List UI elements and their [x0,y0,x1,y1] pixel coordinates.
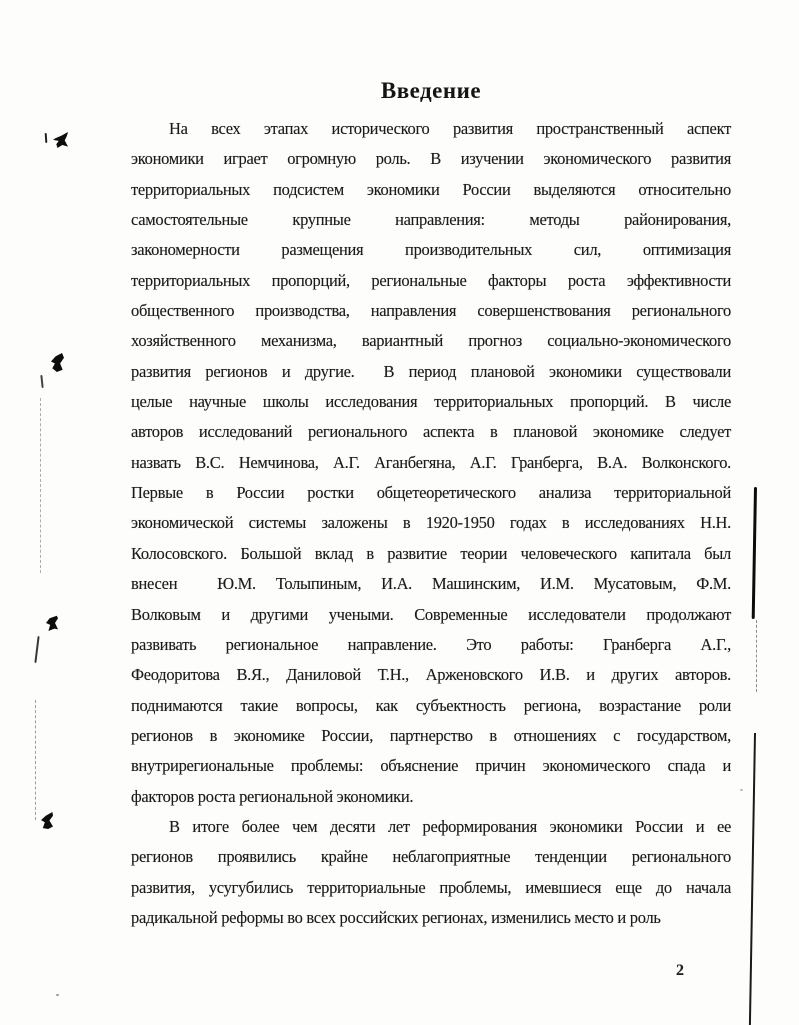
text-line: самостоятельные крупные направления: методы районирования, [131,210,731,230]
scan-margin-dashed-line [35,700,36,820]
ink-blot-arrow-icon [46,615,58,631]
text-line: Феодоритова В.Я., Даниловой Т.Н., Арженовского И.В. и других авторов. [131,665,731,685]
text-line: назвать В.С. Немчинова, А.Г. Аганбегяна, А.Г. Гранберга, В.А. Волконского. [131,452,731,472]
text-line: целые научные школы исследования территориальных пропорций. В числе [131,392,731,412]
page-number: 2 [676,962,684,979]
ink-blot-arrow-icon [51,353,64,372]
ink-blot-arrow-icon [41,812,53,829]
text-line: Первые в России ростки общетеоретического анализа территориальной [131,483,731,503]
document-body [131,114,731,933]
text-line: авторов исследований регионального аспекта в плановой экономике следует [131,422,731,442]
text-line: Волковым и другими учеными. Современные исследователи продолжают [131,604,731,624]
text-line: развития, усугубились территориальные проблемы, имевшиеся еще до начала [131,877,731,897]
text-line: хозяйственного механизма, вариантный прогноз социально-экономического [131,331,731,351]
text-line: поднимаются такие вопросы, как субъектность региона, возрастание роли [131,695,731,715]
scan-edge-dashed-line [756,620,757,692]
text-line: закономерности размещения производительных сил, оптимизация [131,240,731,260]
scan-margin-dashed-line [40,398,41,573]
text-line: Колосовского. Большой вклад в развитие теории человеческого капитала был [131,543,731,563]
text-line: внесен Ю.М. Толыпиным, И.А. Машинским, И.М. Мусатовым, Ф.М. [131,574,731,594]
scan-speck [56,994,59,996]
text-line: экономики играет огромную роль. В изучении экономического развития [131,149,731,169]
text-line: территориальных подсистем экономики России выделяются относительно [131,179,731,199]
text-line: На всех этапах исторического развития пространственный аспект [169,119,731,138]
text-line: развивать региональное направление. Это работы: Гранберга А.Г., [131,634,731,654]
ink-tick-mark [40,375,43,388]
paragraph [131,812,731,933]
text-line: В итоге более чем десяти лет реформирования экономики России и ее [169,816,731,836]
ink-blot-arrow-icon [53,131,68,148]
text-line: общественного производства, направления совершенствования регионального [131,301,731,321]
text-line: радикальной реформы во всех российских регионах, изменились место и роль [131,907,661,927]
text-line: внутрирегиональные проблемы: объяснение причин экономического спада и [131,756,731,776]
ink-stroke-mark [34,636,39,663]
text-line: факторов роста региональной экономики. [131,786,414,806]
ink-tick-mark [45,133,47,143]
scan-edge-line [749,733,756,1025]
text-line: регионов проявились крайне неблагоприятные тенденции регионального [131,847,731,867]
text-line: территориальных пропорций, региональные факторы роста эффективности [131,270,731,290]
text-line: экономической системы заложены в 1920-1950 годах в исследованиях Н.Н. [131,513,731,533]
page-title: Введение [380,78,482,103]
text-line: развития регионов и другие. В период плановой экономики существовали [131,361,731,381]
scan-speck [740,789,743,791]
text-line: регионов в экономике России, партнерство в отношениях с государством, [131,725,731,745]
scan-edge-line [752,487,757,619]
paragraph [131,114,731,812]
